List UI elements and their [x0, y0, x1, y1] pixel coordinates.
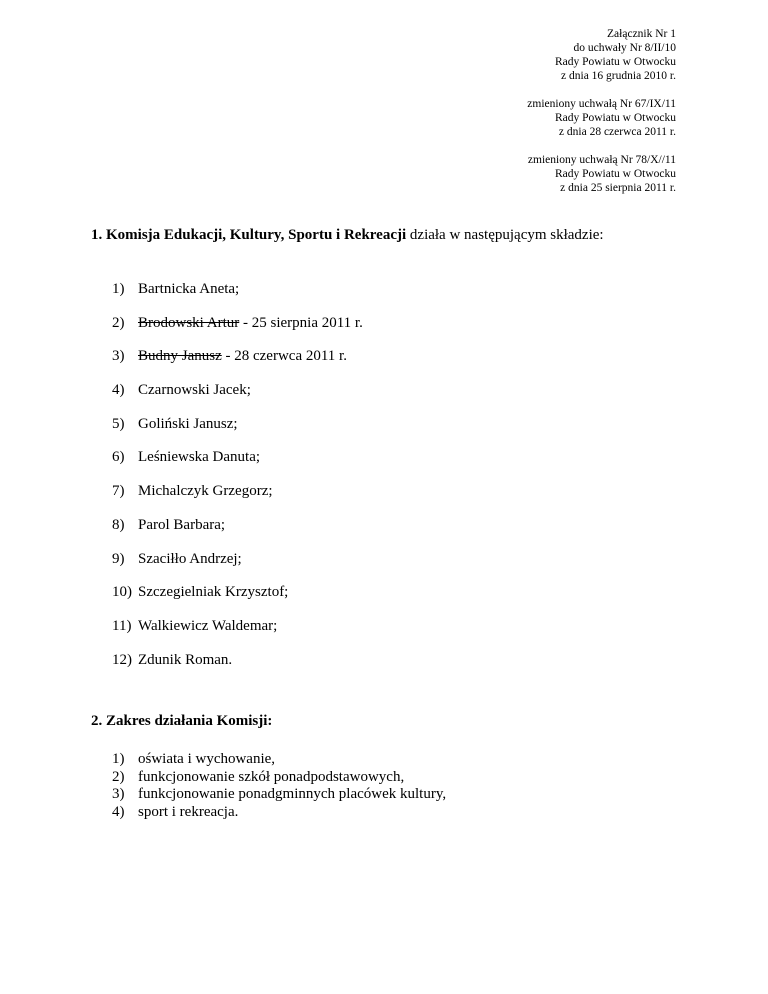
- member-change-note: - 28 czerwca 2011 r.: [221, 348, 347, 365]
- scope-item: [112, 769, 446, 787]
- header-line: Rady Powiatu w Otwocku: [554, 112, 676, 124]
- member-item: [112, 447, 363, 481]
- member-number: 4): [112, 382, 125, 399]
- member-item: [112, 313, 363, 347]
- member-name: Leśniewska Danuta;: [138, 449, 261, 466]
- member-number: 1): [112, 281, 125, 297]
- member-number: 12): [112, 651, 132, 668]
- section-1-title-bold: 1. Komisja Edukacji, Kultury, Sportu i Rekreacji: [91, 227, 407, 243]
- member-entry: [112, 584, 288, 600]
- member-number: 8): [112, 516, 125, 533]
- member-entry: [112, 281, 239, 297]
- header-line: Załącznik Nr 1: [607, 28, 676, 40]
- header-line: zmieniony uchwałą Nr 67/IX/11: [527, 98, 676, 110]
- scope-number: 1): [112, 751, 125, 767]
- member-item: [112, 279, 363, 313]
- member-entry: [112, 483, 273, 499]
- member-entry: [112, 517, 225, 533]
- member-item: [112, 515, 363, 549]
- scope-list: [112, 751, 446, 821]
- member-entry: [112, 551, 242, 567]
- scope-text: sport i rekreacja.: [138, 803, 239, 820]
- header-block-amendment-1: [527, 97, 676, 139]
- member-number: 5): [112, 415, 125, 432]
- member-item: [112, 616, 363, 650]
- header-line: do uchwały Nr 8/II/10: [573, 42, 676, 54]
- member-name: Parol Barbara;: [138, 516, 226, 533]
- scope-text: funkcjonowanie szkół ponadpodstawowych,: [138, 768, 405, 785]
- header-line: Rady Powiatu w Otwocku: [554, 168, 676, 180]
- member-name: Bartnicka Aneta;: [138, 281, 240, 297]
- member-entry: [112, 652, 232, 668]
- scope-number: 4): [112, 803, 125, 820]
- header-line: z dnia 16 grudnia 2010 r.: [561, 70, 676, 82]
- scope-text: funkcjonowanie ponadgminnych placówek kultury,: [138, 786, 447, 802]
- member-name: Budny Janusz: [138, 348, 222, 365]
- member-number: 6): [112, 449, 125, 466]
- member-entry: [112, 618, 277, 634]
- member-number: 11): [112, 617, 132, 634]
- member-number: 9): [112, 550, 125, 567]
- section-1-title-rest: działa w następującym składzie:: [406, 227, 604, 243]
- member-item: [112, 582, 363, 616]
- member-item: [112, 346, 363, 380]
- member-number: 7): [112, 483, 125, 500]
- scope-item: [112, 751, 446, 769]
- header-line: z dnia 28 czerwca 2011 r.: [558, 126, 676, 138]
- scope-item: [112, 804, 446, 822]
- member-list: [112, 279, 363, 683]
- scope-number: 3): [112, 786, 125, 802]
- header-line: z dnia 25 sierpnia 2011 r.: [560, 182, 676, 194]
- scope-item: [112, 786, 446, 804]
- header-line: Rady Powiatu w Otwocku: [554, 56, 676, 68]
- member-item: [112, 380, 363, 414]
- header-block-annex: [555, 27, 676, 83]
- member-number: 10): [112, 584, 132, 601]
- member-name: Goliński Janusz;: [138, 415, 238, 432]
- member-name: Szczegielniak Krzysztof;: [138, 584, 289, 601]
- member-struck: [112, 315, 239, 331]
- member-name: Zdunik Roman.: [138, 651, 233, 668]
- scope-text: oświata i wychowanie,: [138, 751, 276, 767]
- member-name: Szaciłło Andrzej;: [138, 550, 242, 567]
- section-2-heading: [91, 713, 272, 730]
- member-change-note: - 25 sierpnia 2011 r.: [239, 314, 363, 331]
- member-item: [112, 414, 363, 448]
- member-entry: [112, 449, 260, 465]
- member-name: Michalczyk Grzegorz;: [138, 483, 273, 500]
- header-line: zmieniony uchwałą Nr 78/X//11: [527, 154, 676, 166]
- member-item: [112, 549, 363, 583]
- member-name: Brodowski Artur: [138, 314, 240, 331]
- member-struck: [112, 348, 222, 364]
- section-2-title: 2. Zakres działania Komisji:: [91, 713, 273, 729]
- header-block-amendment-2: [528, 153, 676, 195]
- member-name: Walkiewicz Waldemar;: [138, 617, 278, 634]
- section-1-heading: [91, 227, 604, 244]
- member-entry: [112, 416, 238, 432]
- member-name: Czarnowski Jacek;: [138, 382, 251, 399]
- scope-number: 2): [112, 768, 125, 785]
- member-item: [112, 481, 363, 515]
- member-number: 2): [112, 314, 125, 331]
- member-number: 3): [112, 348, 125, 365]
- member-item: [112, 650, 363, 684]
- member-entry: [112, 382, 251, 398]
